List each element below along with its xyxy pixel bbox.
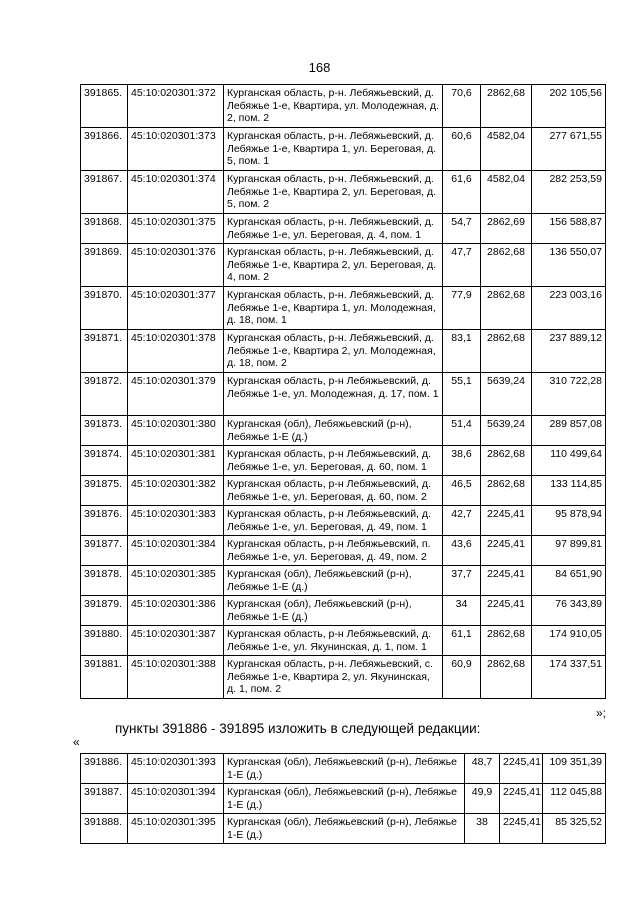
opening-quote-mark: «	[73, 735, 80, 749]
cadastral-number-cell: 45:10:020301:377	[128, 287, 224, 330]
row-number-cell: 391870.	[81, 287, 128, 330]
address-cell: Курганская область, р-н Лебяжьевский, д. Лебяжье 1-е, ул. Береговая, д. 60, пом. 2	[224, 476, 443, 506]
table-row	[81, 446, 606, 476]
address-cell: Курганская область, р-н Лебяжьевский, п. Лебяжье 1-е, ул. Береговая, д. 49, пом. 2	[224, 536, 443, 566]
area-cell: 42,7	[443, 506, 481, 536]
cadastral-number-cell: 45:10:020301:384	[128, 536, 224, 566]
area-cell: 61,1	[443, 626, 481, 656]
rate-cell: 2862,68	[481, 476, 532, 506]
row-number-cell: 391866.	[81, 128, 128, 171]
cadastral-number-cell: 45:10:020301:387	[128, 626, 224, 656]
area-cell: 48,7	[465, 754, 500, 784]
cadastral-number-cell: 45:10:020301:373	[128, 128, 224, 171]
cadastral-value-cell: 97 899,81	[532, 536, 606, 566]
cadastral-number-cell: 45:10:020301:394	[128, 784, 224, 814]
cadastral-number-cell: 45:10:020301:386	[128, 596, 224, 626]
rate-cell: 4582,04	[481, 171, 532, 214]
address-cell: Курганская область, р-н. Лебяжьевский, д. Лебяжье 1-е, Квартира 1, ул. Береговая, д. 5, пом. 1	[224, 128, 443, 171]
row-number-cell: 391869.	[81, 244, 128, 287]
cadastral-value-cell: 109 351,39	[543, 754, 606, 784]
table-row	[81, 784, 606, 814]
table-row	[81, 128, 606, 171]
cadastral-value-cell: 282 253,59	[532, 171, 606, 214]
cadastral-value-cell: 76 343,89	[532, 596, 606, 626]
cadastral-number-cell: 45:10:020301:395	[128, 814, 224, 844]
area-cell: 34	[443, 596, 481, 626]
address-cell: Курганская область, р-н Лебяжьевский, д. Лебяжье 1-е, ул. Якунинская, д. 1, пом. 1	[224, 626, 443, 656]
table-row	[81, 754, 606, 784]
cadastral-number-cell: 45:10:020301:382	[128, 476, 224, 506]
row-number-cell: 391879.	[81, 596, 128, 626]
cadastral-number-cell: 45:10:020301:393	[128, 754, 224, 784]
rate-cell: 2862,68	[481, 446, 532, 476]
row-number-cell: 391886.	[81, 754, 128, 784]
cadastral-value-cell: 136 550,07	[532, 244, 606, 287]
table-row	[81, 330, 606, 373]
cadastral-number-cell: 45:10:020301:379	[128, 373, 224, 416]
address-cell: Курганская область, р-н. Лебяжьевский, д. Лебяжье 1-е, Квартира 2, ул. Береговая, д. 4, пом. 2	[224, 244, 443, 287]
cadastral-number-cell: 45:10:020301:383	[128, 506, 224, 536]
cadastral-number-cell: 45:10:020301:388	[128, 656, 224, 699]
table-row	[81, 214, 606, 244]
cadastral-value-cell: 110 499,64	[532, 446, 606, 476]
cadastral-value-cell: 156 588,87	[532, 214, 606, 244]
table-row	[81, 244, 606, 287]
area-cell: 60,9	[443, 656, 481, 699]
rate-cell: 2245,41	[481, 536, 532, 566]
rate-cell: 5639,24	[481, 373, 532, 416]
row-number-cell: 391871.	[81, 330, 128, 373]
row-number-cell: 391887.	[81, 784, 128, 814]
cadastral-number-cell: 45:10:020301:385	[128, 566, 224, 596]
row-number-cell: 391865.	[81, 85, 128, 128]
rate-cell: 2245,41	[481, 506, 532, 536]
address-cell: Курганская область, р-н. Лебяжьевский, с. Лебяжье 1-е, Квартира 2, ул. Якунинская, д. 1, пом. 2	[224, 656, 443, 699]
address-cell: Курганская область, р-н. Лебяжьевский, д. Лебяжье 1-е, Квартира 1, ул. Молодежная, д. 18, пом. 1	[224, 287, 443, 330]
rate-cell: 2245,41	[481, 566, 532, 596]
rate-cell: 2862,68	[481, 85, 532, 128]
table-row	[81, 566, 606, 596]
cadastral-value-cell: 223 003,16	[532, 287, 606, 330]
table-row	[81, 626, 606, 656]
table-row	[81, 476, 606, 506]
cadastral-number-cell: 45:10:020301:380	[128, 416, 224, 446]
rate-cell: 2862,69	[481, 214, 532, 244]
row-number-cell: 391874.	[81, 446, 128, 476]
area-cell: 60,6	[443, 128, 481, 171]
address-cell: Курганская (обл), Лебяжьевский (р-н), Лебяжье 1-Е (д.)	[224, 416, 443, 446]
cadastral-value-cell: 112 045,88	[543, 784, 606, 814]
rate-cell: 2862,68	[481, 244, 532, 287]
address-cell: Курганская область, р-н. Лебяжьевский, д. Лебяжье 1-е, Квартира 2, ул. Молодежная, д. 18, пом. 2	[224, 330, 443, 373]
table-row	[81, 656, 606, 699]
rate-cell: 2862,68	[481, 287, 532, 330]
area-cell: 47,7	[443, 244, 481, 287]
rate-cell: 2862,68	[481, 330, 532, 373]
address-cell: Курганская область, р-н Лебяжьевский, д. Лебяжье 1-е, ул. Береговая, д. 60, пом. 1	[224, 446, 443, 476]
row-number-cell: 391875.	[81, 476, 128, 506]
table-row	[81, 506, 606, 536]
address-cell: Курганская область, р-н. Лебяжьевский, д. Лебяжье 1-е, ул. Береговая, д. 4, пом. 1	[224, 214, 443, 244]
table-row	[81, 416, 606, 446]
area-cell: 54,7	[443, 214, 481, 244]
rate-cell: 2245,41	[500, 784, 543, 814]
rate-cell: 2245,41	[500, 754, 543, 784]
address-cell: Курганская (обл), Лебяжьевский (р-н), Лебяжье 1-Е (д.)	[224, 784, 465, 814]
cadastral-value-cell: 174 337,51	[532, 656, 606, 699]
cadastral-value-cell: 133 114,85	[532, 476, 606, 506]
row-number-cell: 391867.	[81, 171, 128, 214]
table-row	[81, 85, 606, 128]
property-table	[80, 84, 606, 699]
table-row	[81, 596, 606, 626]
area-cell: 38	[465, 814, 500, 844]
address-cell: Курганская (обл), Лебяжьевский (р-н), Лебяжье 1-Е (д.)	[224, 566, 443, 596]
cadastral-value-cell: 237 889,12	[532, 330, 606, 373]
row-number-cell: 391876.	[81, 506, 128, 536]
cadastral-value-cell: 289 857,08	[532, 416, 606, 446]
cadastral-value-cell: 84 651,90	[532, 566, 606, 596]
cadastral-value-cell: 277 671,55	[532, 128, 606, 171]
row-number-cell: 391877.	[81, 536, 128, 566]
cadastral-number-cell: 45:10:020301:376	[128, 244, 224, 287]
row-number-cell: 391878.	[81, 566, 128, 596]
address-cell: Курганская область, р-н Лебяжьевский, д. Лебяжье 1-е, ул. Береговая, д. 49, пом. 1	[224, 506, 443, 536]
area-cell: 55,1	[443, 373, 481, 416]
area-cell: 38,6	[443, 446, 481, 476]
rate-cell: 2862,68	[481, 656, 532, 699]
cadastral-value-cell: 85 325,52	[543, 814, 606, 844]
address-cell: Курганская область, р-н Лебяжьевский, д. Лебяжье 1-е, ул. Молодежная, д. 17, пом. 1	[224, 373, 443, 416]
cadastral-value-cell: 174 910,05	[532, 626, 606, 656]
area-cell: 77,9	[443, 287, 481, 330]
table-row	[81, 536, 606, 566]
row-number-cell: 391880.	[81, 626, 128, 656]
address-cell: Курганская (обл), Лебяжьевский (р-н), Лебяжье 1-Е (д.)	[224, 814, 465, 844]
cadastral-value-cell: 95 878,94	[532, 506, 606, 536]
rate-cell: 5639,24	[481, 416, 532, 446]
row-number-cell: 391872.	[81, 373, 128, 416]
address-cell: Курганская (обл), Лебяжьевский (р-н), Лебяжье 1-Е (д.)	[224, 596, 443, 626]
area-cell: 43,6	[443, 536, 481, 566]
row-number-cell: 391888.	[81, 814, 128, 844]
area-cell: 61,6	[443, 171, 481, 214]
page-number: 168	[308, 60, 331, 75]
cadastral-number-cell: 45:10:020301:374	[128, 171, 224, 214]
row-number-cell: 391881.	[81, 656, 128, 699]
row-number-cell: 391868.	[81, 214, 128, 244]
area-cell: 51,4	[443, 416, 481, 446]
cadastral-value-cell: 310 722,28	[532, 373, 606, 416]
area-cell: 37,7	[443, 566, 481, 596]
rate-cell: 2245,41	[481, 596, 532, 626]
area-cell: 46,5	[443, 476, 481, 506]
cadastral-number-cell: 45:10:020301:375	[128, 214, 224, 244]
rate-cell: 2862,68	[481, 626, 532, 656]
rate-cell: 4582,04	[481, 128, 532, 171]
table-row	[81, 171, 606, 214]
table-row	[81, 287, 606, 330]
amendment-instruction: пункты 391886 - 391895 изложить в следующей редакции:	[115, 721, 481, 736]
table-row	[81, 373, 606, 416]
cadastral-number-cell: 45:10:020301:381	[128, 446, 224, 476]
address-cell: Курганская (обл), Лебяжьевский (р-н), Лебяжье 1-Е (д.)	[224, 754, 465, 784]
cadastral-number-cell: 45:10:020301:378	[128, 330, 224, 373]
rate-cell: 2245,41	[500, 814, 543, 844]
area-cell: 70,6	[443, 85, 481, 128]
area-cell: 83,1	[443, 330, 481, 373]
address-cell: Курганская область, р-н. Лебяжьевский, д. Лебяжье 1-е, Квартира, ул. Молодежная, д. 2, пом. 2	[224, 85, 443, 128]
property-table-body	[81, 85, 606, 699]
cadastral-value-cell: 202 105,56	[532, 85, 606, 128]
table-row	[81, 814, 606, 844]
area-cell: 49,9	[465, 784, 500, 814]
address-cell: Курганская область, р-н. Лебяжьевский, д. Лебяжье 1-е, Квартира 2, ул. Береговая, д. 5, пом. 2	[224, 171, 443, 214]
closing-quote-mark: »;	[596, 706, 607, 720]
amended-property-table-body	[81, 754, 606, 844]
amended-property-table	[80, 753, 606, 844]
cadastral-number-cell: 45:10:020301:372	[128, 85, 224, 128]
row-number-cell: 391873.	[81, 416, 128, 446]
